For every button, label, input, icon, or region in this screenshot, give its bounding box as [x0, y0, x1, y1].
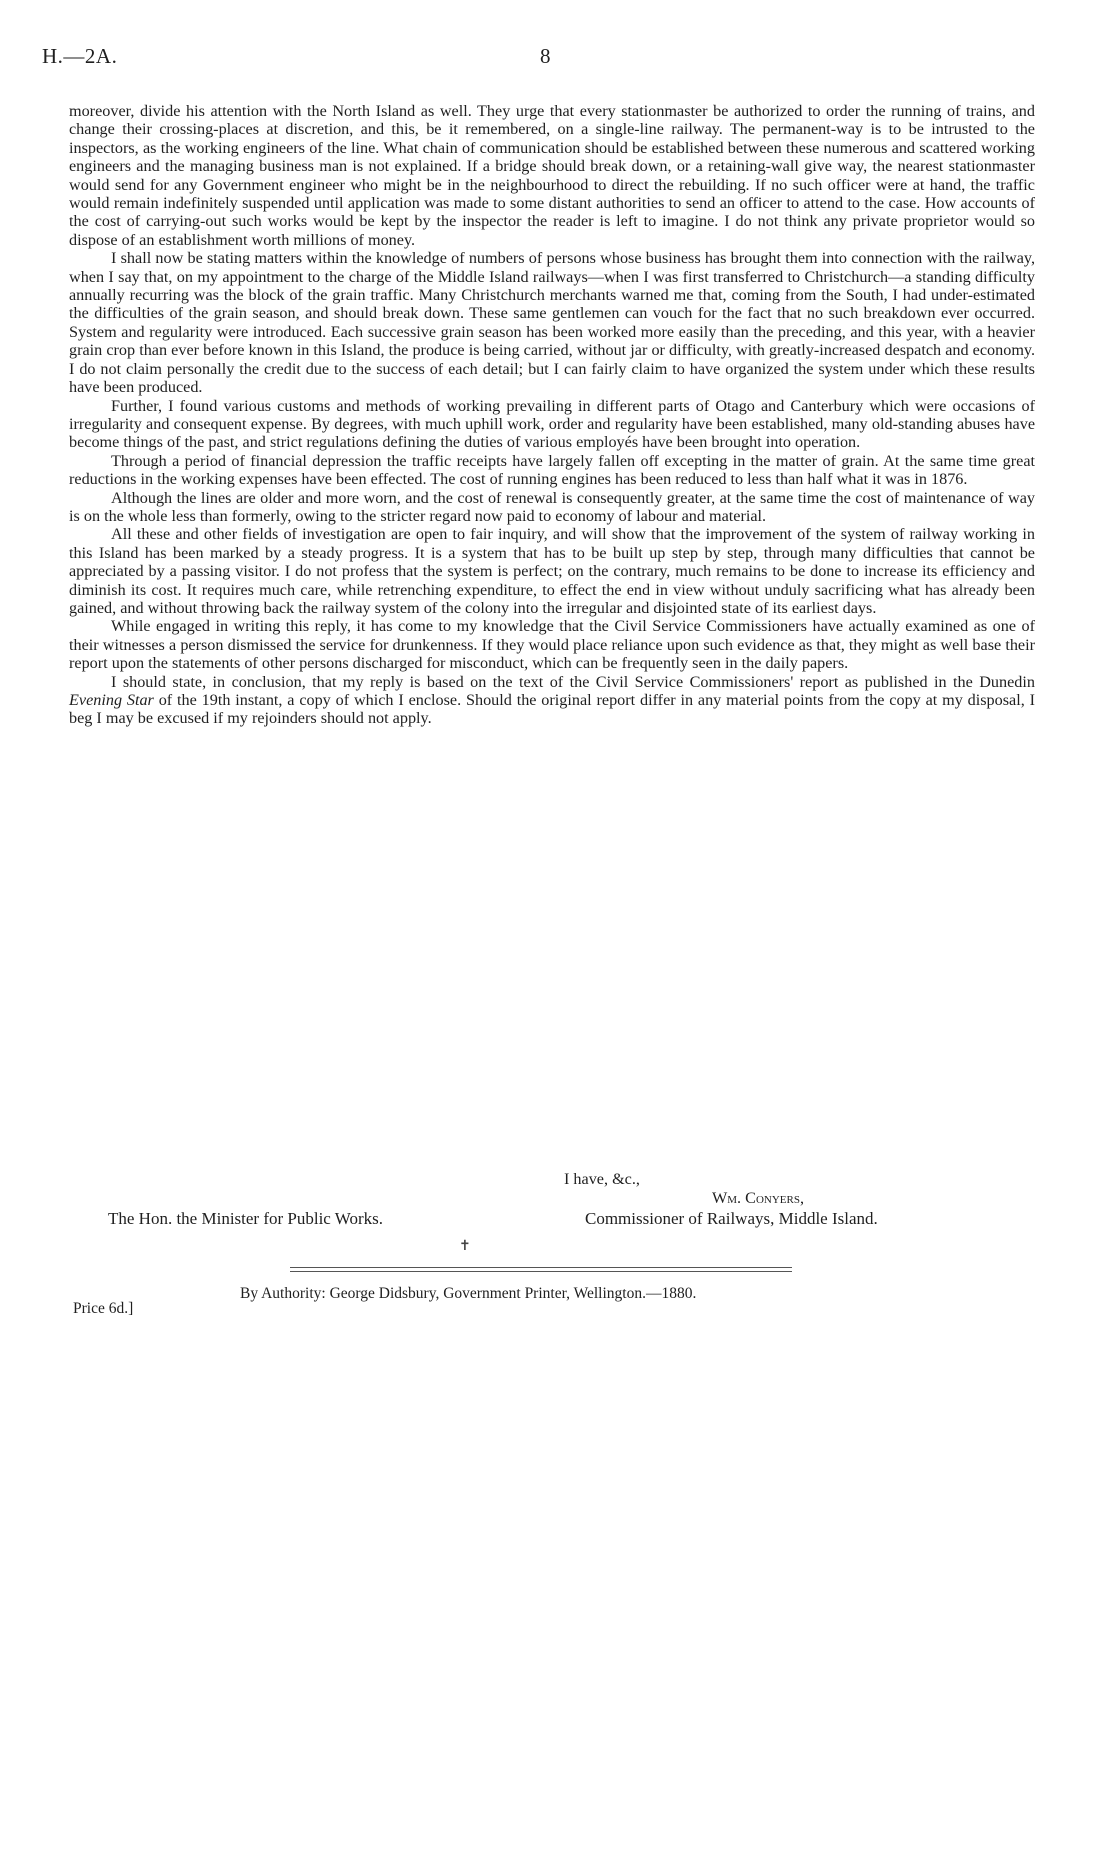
footer-rule — [290, 1267, 792, 1268]
paragraph-3: Further, I found various customs and methods of working prevailing in different parts of Otago and Canterbury which were occasions of irregularity and consequent expense. By degrees, with much uphill work, order and regularity have been established, many old-standing abuses have become things of the past, and strict regulations defining the duties of various employés have been brought into operation. — [69, 396, 1035, 452]
paragraph-8 — [69, 673, 1035, 728]
footer-rule-second — [290, 1271, 792, 1272]
signatory-name: Wm. Conyers, — [712, 1189, 805, 1207]
report-reference: H.—2A. — [42, 44, 118, 68]
paragraph-5: Although the lines are older and more worn, and the cost of renewal is consequently greater, at the same time the cost of maintenance of way is on the whole less than formerly, owing to the stricter regard now paid to economy of labour and material. — [69, 488, 1035, 525]
paragraph-1: moreover, divide his attention with the North Island as well. They urge that every stationmaster be authorized to order the running of trains, and change their crossing-places at discretion, and this, be it remembered, on a single-line railway. The permanent-way is to be intrusted to the inspectors, as the working engineers of the line. What chain of communication should be established between these numerous and scattered working engineers and the managing business man is not explained. If a bridge should break down, or a retaining-wall give way, the nearest stationmaster would send for any Government engineer who might be in the neighbourhood to direct the rebuilding. If no such officer were at hand, the traffic would remain indefinitely suspended until application was made to some distant authorities to send an officer to attend to the case. How accounts of the cost of carrying-out such works would be kept by the inspector the reader is left to imagine. I do not think any private proprietor would so dispose of an establishment worth millions of money. — [69, 102, 1035, 249]
printer-mark-icon: ✝ — [459, 1239, 471, 1254]
paragraph-2: I shall now be stating matters within the knowledge of numbers of persons whose business has brought them into connection with the railway, when I say that, on my appointment to the charge of the Middle Island railways—when I was first transferred to Christchurch—a standing difficulty annually recurring was the block of the grain traffic. Many Christchurch merchants warned me that, coming from the South, I had under-estimated the difficulties of the grain season, and should break down. These same gentlemen can vouch for the fact that no such breakdown ever occurred. System and regularity were introduced. Each successive grain season has been worked more easily than the preceding, and this year, with a heavier grain crop than ever before known in this Island, the produce is being carried, without jar or difficulty, with greatly-increased despatch and economy. I do not claim personally the credit due to the success of each detail; but I can fairly claim to have organized the system under which these results have been produced. — [69, 249, 1035, 397]
paragraph-7: While engaged in writing this reply, it has come to my knowledge that the Civil Service Commissioners have actually examined as one of their witnesses a person dismissed the service for drunkenness. If they would place reliance upon such evidence as that, they might as well base their report upon the statements of other persons discharged for misconduct, which can be frequently seen in the daily papers. — [69, 617, 1035, 673]
closing-line: I have, &c., — [564, 1170, 640, 1188]
newspaper-title: Evening Star — [69, 691, 154, 709]
signatory-title: Commissioner of Railways, Middle Island. — [585, 1209, 878, 1228]
body-text — [69, 102, 1035, 728]
page-number: 8 — [540, 44, 551, 68]
paragraph-4: Through a period of financial depression the traffic receipts have largely fallen off excepting in the matter of grain. At the same time great reductions in the working expenses have been effected. The cost of running engines has been reduced to less than half what it was in 1876. — [69, 451, 1035, 489]
paragraph-6: All these and other fields of investigation are open to fair inquiry, and will show that the improvement of the system of railway working in this Island has been marked by a steady progress. It is a system that has to be built up step by step, through many difficulties that cannot be appreciated by a passing visitor. I do not profess that the system is perfect; on the contrary, much remains to be done to increase its efficiency and diminish its cost. It requires much care, while retrenching expenditure, to effect the end in view without unduly sacrificing what has already been gained, and without throwing back the railway system of the colony into the irregular and disjointed state of its earliest days. — [69, 525, 1035, 617]
price: Price 6d.] — [73, 1300, 134, 1317]
paragraph-8-end: of the 19th instant, a copy of which I enclose. Should the original report differ in any material points from the copy at my disposal, I beg I may be excused if my rejoinders should not apply. — [69, 691, 1035, 728]
addressee: The Hon. the Minister for Public Works. — [108, 1209, 384, 1228]
printer-authority: By Authority: George Didsbury, Government Printer, Wellington.—1880. — [240, 1285, 697, 1302]
paragraph-8-start: I should state, in conclusion, that my reply is based on the text of the Civil Service Commissioners' report as published in the Dunedin — [111, 672, 1035, 691]
